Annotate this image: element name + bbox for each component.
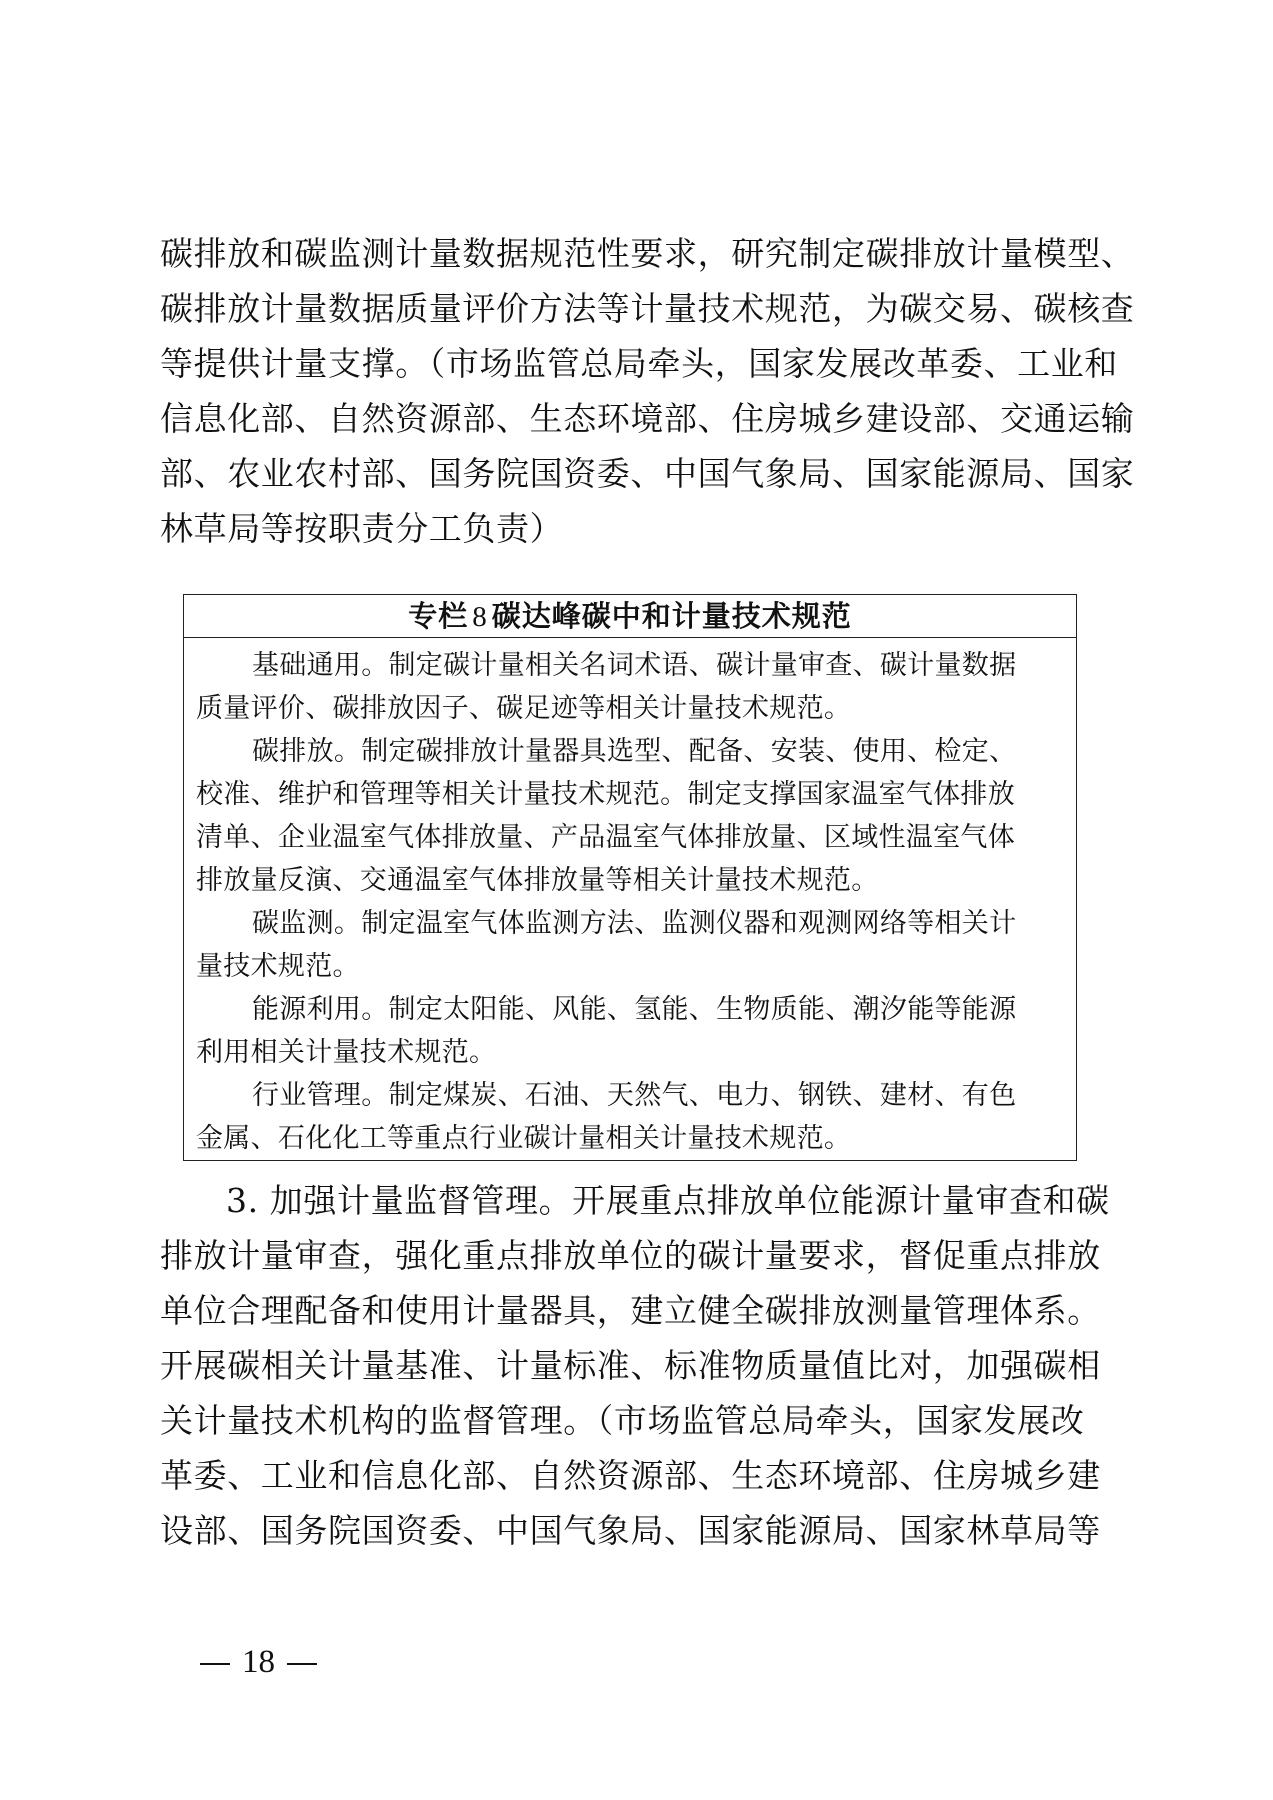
page-number-value: 18	[242, 1644, 275, 1680]
page-number	[188, 1642, 329, 1682]
box-line: 碳监测。制定温室气体监测方法、监测仪器和观测网络等相关计	[252, 908, 1017, 939]
box-line: 校准、维护和管理等相关计量技术规范。制定支撑国家温室气体排放	[196, 779, 1015, 810]
paragraph-section-3	[160, 1173, 1110, 1558]
box-line: 金属、石化化工等重点行业碳计量相关计量技术规范。	[196, 1123, 852, 1154]
column-box-title-prefix: 专栏	[408, 599, 469, 633]
paragraph-line: 部、农业农村部、国务院国资委、中国气象局、国家能源局、国家	[160, 454, 1135, 493]
box-line: 利用相关计量技术规范。	[196, 1037, 497, 1068]
paragraph-line: 碳排放和碳监测计量数据规范性要求，研究制定碳排放计量模型、	[160, 234, 1135, 273]
column-box-body	[184, 638, 1076, 1160]
box-line: 量技术规范。	[196, 951, 360, 982]
paragraph-line: 碳排放计量数据质量评价方法等计量技术规范，为碳交易、碳核查	[160, 289, 1135, 328]
page-number-dash-left	[200, 1663, 230, 1665]
box-line: 能源利用。制定太阳能、风能、氢能、生物质能、潮汐能等能源	[252, 994, 1017, 1025]
paragraph-line: 单位合理配备和使用计量器具，建立健全碳排放测量管理体系。	[160, 1291, 1101, 1330]
paragraph-line: 开展碳相关计量基准、计量标准、标准物质量值比对，加强碳相	[160, 1346, 1101, 1385]
paragraph-line: 林草局等按职责分工负责）	[160, 509, 564, 548]
page-number-dash-right	[287, 1663, 317, 1665]
paragraph-line: 设部、国务院国资委、中国气象局、国家能源局、国家林草局等	[160, 1511, 1101, 1550]
box-line: 碳排放。制定碳排放计量器具选型、配备、安装、使用、检定、	[252, 736, 1017, 767]
box-line: 基础通用。制定碳计量相关名词术语、碳计量审查、碳计量数据	[252, 650, 1017, 681]
column-box	[183, 594, 1077, 1161]
box-line: 排放量反演、交通温室气体排放量等相关计量技术规范。	[196, 865, 879, 896]
paragraph-continued	[160, 226, 1135, 556]
box-line: 质量评价、碳排放因子、碳足迹等相关计量技术规范。	[196, 693, 852, 724]
paragraph-line: 排放计量审查，强化重点排放单位的碳计量要求，督促重点排放	[160, 1236, 1101, 1275]
paragraph-line: 信息化部、自然资源部、生态环境部、住房城乡建设部、交通运输	[160, 399, 1135, 438]
paragraph-line: 关计量技术机构的监督管理。（市场监管总局牵头，国家发展改	[160, 1401, 1085, 1440]
box-line: 行业管理。制定煤炭、石油、天然气、电力、钢铁、建材、有色	[252, 1080, 1017, 1111]
column-box-title-number: 8	[472, 601, 488, 633]
column-box-title-text: 碳达峰碳中和计量技术规范	[491, 599, 852, 633]
box-line: 清单、企业温室气体排放量、产品温室气体排放量、区域性温室气体	[196, 822, 1015, 853]
paragraph-line: 等提供计量支撑。（市场监管总局牵头，国家发展改革委、工业和	[160, 344, 1118, 383]
column-box-title	[184, 595, 1076, 638]
paragraph-line: 革委、工业和信息化部、自然资源部、生态环境部、住房城乡建	[160, 1456, 1101, 1495]
paragraph-line: 3. 加强计量监督管理。开展重点排放单位能源计量审查和碳	[226, 1181, 1110, 1220]
